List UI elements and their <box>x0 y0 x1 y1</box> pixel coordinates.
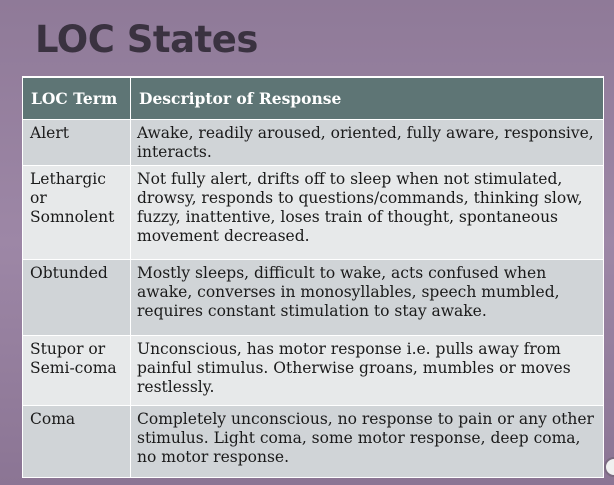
descriptor-cell: Completely unconscious, no response to pain or any other stimulus. Light coma, some motor response, deep coma, no motor response. <box>131 406 604 478</box>
loc-states-table <box>22 76 604 478</box>
descriptor-cell: Unconscious, has motor response i.e. pulls away from painful stimulus. Otherwise groans, mumbles or moves restlessly. <box>131 336 604 406</box>
header-descriptor: Descriptor of Response <box>131 77 604 120</box>
table-row <box>23 120 604 166</box>
loc-term-cell: Coma <box>23 406 131 478</box>
descriptor-cell: Not fully alert, drifts off to sleep when not stimulated, drowsy, responds to questions/commands, thinking slow, fuzzy, inattentive, loses train of thought, spontaneous movement decreased. <box>131 166 604 260</box>
table-header-row <box>23 77 604 120</box>
loc-term-cell: Obtunded <box>23 260 131 336</box>
table-row <box>23 336 604 406</box>
table-row <box>23 260 604 336</box>
loc-term-cell: Stupor or Semi-coma <box>23 336 131 406</box>
slide-nav-button-icon[interactable] <box>604 457 614 477</box>
table-row <box>23 406 604 478</box>
header-loc-term: LOC Term <box>23 77 131 120</box>
loc-term-cell: Alert <box>23 120 131 166</box>
slide-title: LOC States <box>35 18 258 61</box>
descriptor-cell: Awake, readily aroused, oriented, fully aware, responsive, interacts. <box>131 120 604 166</box>
descriptor-cell: Mostly sleeps, difficult to wake, acts confused when awake, converses in monosyllables, speech mumbled, requires constant stimulation to stay awake. <box>131 260 604 336</box>
loc-term-cell: Lethargic or Somnolent <box>23 166 131 260</box>
table-row <box>23 166 604 260</box>
